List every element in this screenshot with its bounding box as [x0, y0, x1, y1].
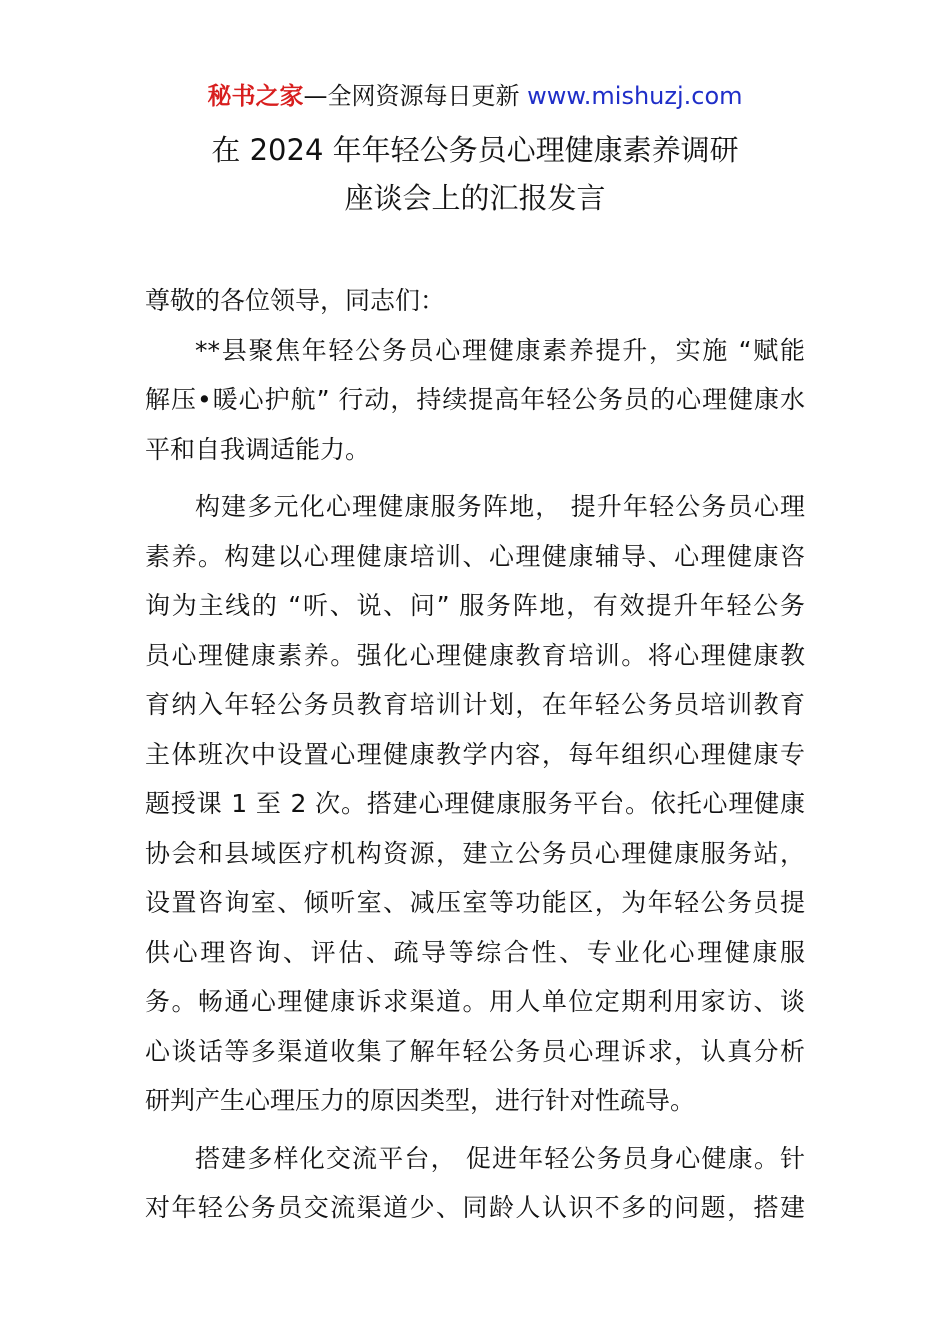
brand-name: 秘书之家 — [207, 82, 304, 110]
document-title-line-2: 座谈会上的汇报发言 — [344, 181, 606, 215]
paragraph-2-line-13: 研判产生心理压力的原因类型，进行针对性疏导。 — [145, 1086, 696, 1115]
paragraph-2-line-2: 素养。构建以心理健康培训、心理健康辅导、心理健康咨 — [145, 541, 805, 571]
paragraph-2-line-4: 员心理健康素养。强化心理健康教育培训。将心理健康教 — [145, 640, 805, 670]
paragraph-2-line-8: 协会和县域医疗机构资源，建立公务员心理健康服务站， — [145, 838, 805, 868]
paragraph-2-line-11: 务。畅通心理健康诉求渠道。用人单位定期利用家访、谈 — [145, 987, 805, 1016]
paragraph-spacer — [145, 1126, 805, 1134]
document-title-line-1: 在 2024 年年轻公务员心理健康素养调研 — [211, 133, 739, 167]
paragraph-2-line-1: 构建多元化心理健康服务阵地， 提升年轻公务员心理 — [195, 492, 805, 521]
site-url-link[interactable]: www.mishuzj.com — [527, 82, 743, 110]
paragraph-3-line-1: 搭建多样化交流平台， 促进年轻公务员身心健康。针 — [195, 1143, 805, 1173]
paragraph-3-line-2: 对年轻公务员交流渠道少、同龄人认识不多的问题，搭建 — [145, 1193, 805, 1222]
paragraph-spacer — [145, 474, 805, 482]
site-tagline: —全网资源每日更新 — [303, 82, 528, 110]
paragraph-2-line-6: 主体班次中设置心理健康教学内容，每年组织心理健康专 — [145, 739, 805, 769]
paragraph-1-line-2: 解压•暖心护航” 行动，持续提高年轻公务员的心理健康水 — [145, 385, 805, 414]
paragraph-1-line-1: **县聚焦年轻公务员心理健康素养提升，实施 “赋能 — [195, 335, 805, 365]
site-header — [0, 80, 950, 112]
document-body — [145, 276, 805, 1233]
paragraph-2-line-7: 题授课 1 至 2 次。搭建心理健康服务平台。依托心理健康 — [145, 789, 805, 818]
paragraph-1-line-3: 平和自我调适能力。 — [145, 434, 371, 464]
paragraph-2-line-5: 育纳入年轻公务员教育培训计划，在年轻公务员培训教育 — [145, 690, 805, 719]
paragraph-2-line-10: 供心理咨询、评估、疏导等综合性、专业化心理健康服 — [145, 937, 805, 967]
paragraph-2-line-3: 询为主线的 “听、说、问” 服务阵地，有效提升年轻公务 — [145, 591, 805, 620]
salutation: 尊敬的各位领导，同志们： — [145, 286, 446, 315]
paragraph-2-line-9: 设置咨询室、倾听室、减压室等功能区，为年轻公务员提 — [145, 888, 805, 917]
paragraph-2-line-12: 心谈话等多渠道收集了解年轻公务员心理诉求，认真分析 — [145, 1036, 805, 1066]
